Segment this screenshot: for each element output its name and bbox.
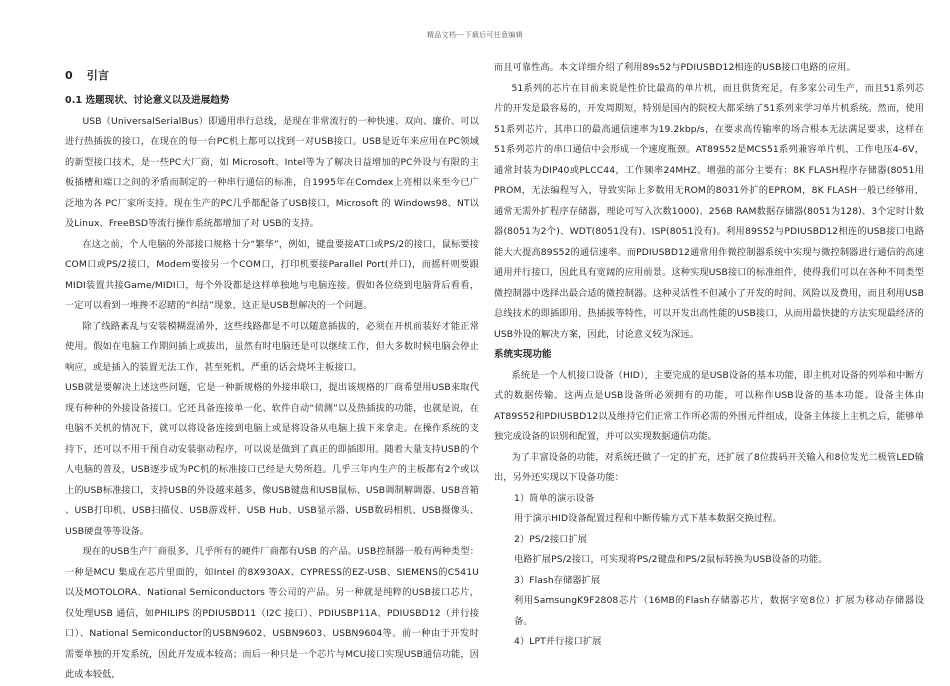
right-column (494, 58, 924, 653)
section-title: 引言 (86, 69, 109, 82)
subsection-heading: 0.1 选题现状、讨论意义以及进展趋势 (65, 95, 230, 106)
section-heading (65, 66, 479, 86)
paragraph-legacy-ports: 在这之前，个人电脑的外部接口规格十分“繁华”，例如，键盘要接AT口或PS/2的接口，鼠标要接COM口或PS/2接口，Modem要接另一个COM口，打印机要接Parallel Port(并口)，而摇杆则要跟MIDI装置共接Game/MIDI口，每个外设都是这样单独地与电脑连接。假如各位绕到电脑背后看看，一定可以看到一堆搀不忍睹的“纠结”现象，这正是USB想解决的一个问题。 (65, 238, 479, 311)
list-item-desc: 电路扩展PS/2接口，可实现将PS/2键盘和PS/2鼠标转换为USB设备的功能。 (514, 554, 828, 565)
page-header: 精品文档---下载后可任意编辑 (426, 31, 524, 39)
section-number: 0 (65, 69, 73, 82)
left-column (65, 60, 479, 686)
paragraph-hotplug: 除了线路紊乱与安装模糊混淆外，这些线路都是不可以随意插拔的，必须在开机前装好才能正常使用。假如在电脑工作期间插上或拔出，虽然有时电脑还是可以继续工作，但大多数时候电脑会停止响应，或是插入的装置无法工作，甚至死机，严重的话会烧坏主板接口。 (65, 320, 479, 373)
list-item-desc: 用于演示HID设备配置过程和中断传输方式下基本数据交换过程。 (514, 513, 782, 524)
list-item-title: 1）简单的演示设备 (514, 492, 595, 504)
list-item-desc: 利用SamsungK9F2808芯片（16MB的Flash存储器芯片，数据字宽8位）扩展为移动存储器设备。 (514, 595, 924, 627)
list-item-title: 4）LPT并行接口扩展 (514, 636, 602, 647)
paragraph-functions-2: 为了丰富设备的功能，对系统还做了一定的扩充，还扩展了8位拨码开关输入和8位发光二极管LED输出，另外还实现以下设备功能： (494, 451, 924, 483)
paragraph-functions-1: 系统是一个人机接口设备（HID），主要完成的是USB设备的基本功能，即主机对设备的列举和中断方式的数据传输。这两点是USB设备所必须拥有的功能，可以称作USB设备的基本功能。设备主体由AT89S52和PDIUSBD12以及维持它们正常工作所必需的外围元件组成，设备主体接上主机之后，能够单独完成设备的识别和配置，并可以实现数据通信功能。 (494, 369, 924, 442)
paragraph-51-series: 51系列的芯片在目前来说是性价比最高的单片机，而且供货充足，有多家公司生产，而且51系列芯片的开发是最容易的，开发周期短，特别是国内的院校大都采纳了51系列来学习单片机系统。然而，使用51系列芯片，其串口的最高通信速率为19.2kbp/s，在要求高传输率的场合根本无法满足要求，这样在51系列芯片的串口通信中会形成一个速度瓶颈。AT89S52是MCS51系列兼容单片机，工作电压4-6V，通常封装为DIP40或PLCC44，工作频率24MHZ。增强的部分主要有：8K FLASH程序存储器(8051用PROM，无法编程写入，导致实际上多数用无ROM的8031外扩的EPROM，8K FLASH一般已经够用，通常无需外扩程序存储器，理论可写入次数1000)、256B RAM数据存储器(8051为128)、3个定时计数器(8051为2个)、WDT(8051没有)、ISP(8051没有)。利用89S52与PDIUSBD12相连的USB接口电路能大大提高89S52的通信速率。而PDIUSBD12通常用作微控制器系统中实现与微控制器进行通信的高速通用并行接口，因此具有宽阔的应用前景。这种实现USB接口的标准组件，使得我们可以在各种不同类型微控制器中选择出最合适的微控制器。这种灵活性不但减小了开发的时间、风险以及费用，而且利用USB总线技术的即插即用、热插拔等特性，可以开发出高性能的USB接口，从而用最快捷的方法实现最经济的USB外设的解决方案，因此，讨论意义较为深远。 (494, 82, 924, 340)
paragraph-usb-intro: USB（UniversalSerialBus）即通用串行总线，是现在非常流行的一种快速、双向、廉价、可以进行热插拔的接口，在现在的每一台PC机上都可以找到一对USB接口。USB是近年来应用在PC领域的新型接口技术，是一些PC大厂商，如 Microsoft、Intel等为了解决日益增加的PC外设与有限的主板插槽和端口之间的矛盾而制定的一种串行通信的标准，自1995年在Comdex上亮相以来至今已广泛地为各 PC厂家所支持。现在生产的PC几乎都配备了USB接口，Microsoft 的 Windows98、NT以及Linux、FreeBSD等流行操作系统都增加了对 USB的支持。 (65, 115, 479, 229)
paragraph-usb-vendors: 现在的USB生产厂商很多，几乎所有的硬件厂商都有USB 的产品。USB控制器一般有两种类型：一种是MCU 集成在芯片里面的，如Intel 的8X930AX、CYPRESS的EZ-USB、SIEMENS的C541U以及MOTOLORA、National Semiconductors 等公司的产品。另一种就是纯粹的USB接口芯片，仅处理USB 通信，如PHILIPS 的PDIUSBD11（I2C 接口）、PDIUSBP11A、PDIUSBD12（并行接口）、National Semiconductor的USBN9602、USBN9603、USBN9604等。前一种由于开发时需要单独的开发系统，因此开发成本较高；而后一种只是一个芯片与MCU接口实现USB通信功能，因此成本较低， (65, 546, 479, 680)
section-title-functions: 系统实现功能 (494, 349, 552, 360)
paragraph-continuation: 而且可靠性高。本文详细介绍了利用89s52与PDIUSBD12相连的USB接口电路的应用。 (494, 62, 856, 73)
list-item-title: 2）PS/2接口扩展 (514, 533, 588, 545)
list-item-title: 3）Flash存储器扩展 (514, 574, 601, 586)
paragraph-usb-solution: USB就是要解决上述这些问题，它是一种新规格的外接串联口，提出该规格的厂商希望用USB来取代现有种种的外接设备接口。它还具备连接单一化、软件自动“侦测”以及热插拔的功能，也就是说，在电脑不关机的情况下，就可以将设备连接到电脑上或是将设备从电脑上拔下来拿走。在操作系统的支持下，还可以不用干预自动安装驱动程序，可以说是做到了真正的即插即用。随着大量支持USB的个人电脑的普及，USB逐步成为PC机的标准接口已经是大势所趋。几乎三年内生产的主板都有2个或以上的USB标准接口，支持USB的外设越来越多，像USB键盘和USB鼠标、USB调制解调器、USB音箱 、USB打印机、USB扫描仪、USB游戏杆、USB Hub、USB显示器、USB数码相机、USB摄像头、USB硬盘等等设备。 (65, 382, 479, 537)
